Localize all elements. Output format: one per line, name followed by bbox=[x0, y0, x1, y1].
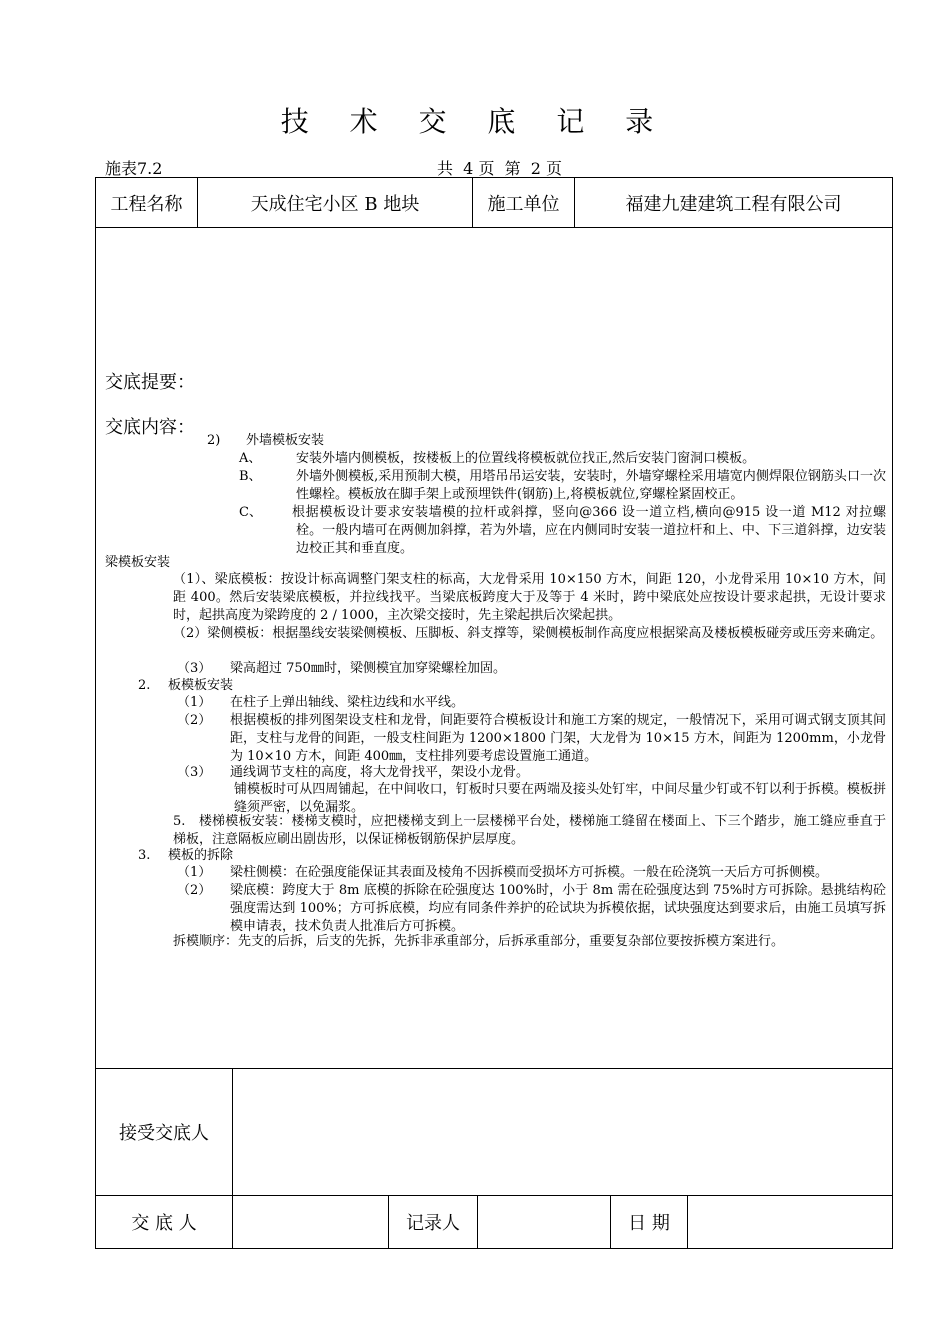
record-table bbox=[95, 177, 893, 1249]
receiver-label: 接受交底人 bbox=[119, 1123, 209, 1144]
beam-title: 梁模板安装 bbox=[105, 555, 171, 570]
content-label: 交底内容： bbox=[105, 417, 195, 438]
wall-b-text: 外墙外侧模板,采用预制大模，用塔吊吊运安装，安装时，外墙穿螺栓采用墙宽内侧焊限位钢筋头口一次性螺栓。模板放在脚手架上或预埋铁件(钢筋)上,将模板就位,穿螺栓紧固校正。 bbox=[296, 469, 886, 502]
recorder-signature-field[interactable] bbox=[478, 1196, 610, 1248]
removal-p2-text: 梁底模：跨度大于 8m 底模的拆除在砼强度达 100%时，小于 8m 需在砼强度达到 75%时方可拆除。悬挑结构砼强度需达到 100%；方可拆底模，均应有同条件养护的砼试块为拆模依据，试块强度达到要求后，由施工员填写拆模申请表，技术负责人批准后方可拆模。 bbox=[230, 883, 886, 934]
wall-title: 外墙模板安装 bbox=[246, 433, 325, 448]
document-title: 技 术 交 底 记 录 bbox=[280, 105, 670, 138]
beam-p3-text: 梁高超过 750㎜时，梁侧模宜加穿梁螺栓加固。 bbox=[230, 661, 506, 676]
summary-label: 交底提要： bbox=[105, 372, 195, 393]
construction-unit-value[interactable]: 福建九建建筑工程有限公司 bbox=[625, 193, 842, 215]
removal-p2-number: （2） bbox=[177, 883, 212, 898]
project-name-label: 工程名称 bbox=[110, 193, 183, 215]
wall-c-label: C、 bbox=[239, 505, 262, 520]
wall-a-label: A、 bbox=[239, 451, 262, 466]
date-label: 日 期 bbox=[628, 1213, 670, 1234]
slab-p1-text: 在柱子上弹出轴线、梁柱边线和水平线。 bbox=[230, 695, 465, 710]
slab-title: 板模板安装 bbox=[168, 678, 234, 693]
removal-p1-text: 梁柱侧模：在砼强度能保证其表面及棱角不因拆模而受损坏方可拆模。一般在砼浇筑一天后方可拆侧模。 bbox=[230, 865, 829, 880]
discloser-signature-field[interactable] bbox=[233, 1196, 388, 1248]
removal-p1-number: （1） bbox=[177, 865, 212, 880]
slab-number: 2. bbox=[138, 678, 151, 693]
removal-title: 模板的拆除 bbox=[168, 848, 234, 863]
slab-p1-number: （1） bbox=[177, 695, 212, 710]
stair-text: 5. 楼梯模板安装：楼梯支模时，应把楼梯支到上一层楼梯平台处，楼梯施工缝留在楼面上、下三个踏步，施工缝应垂直于梯板，注意隔板应刷出剧齿形，以保证梯板钢筋保护层厚度。 bbox=[173, 814, 886, 847]
construction-unit-label: 施工单位 bbox=[487, 193, 560, 215]
beam-paragraph-1: （1）、梁底模板：按设计标高调整门架支柱的标高，大龙骨采用 10×150 方木，间距 120，小龙骨采用 10×10 方木，间距 400。然后安装梁底模板，并拉线找平。当梁底板跨度大于及等于 4 米时，跨中梁底处应按设计要求起拱，无设计要求时，起拱高度为梁跨度的 2 / 1000，主次梁交接时，先主梁起拱后次梁起拱。 bbox=[173, 572, 886, 623]
wall-a-text: 安装外墙内侧模板，按楼板上的位置线将模板就位找正,然后安装门窗洞口模板。 bbox=[296, 451, 756, 466]
header-row bbox=[96, 178, 892, 228]
disclosure-body bbox=[96, 228, 892, 1068]
form-number: 施表7.2 bbox=[105, 159, 163, 178]
slab-p2-text: 根据模板的排列图架设支柱和龙骨，间距要符合模板设计和施工方案的规定，一般情况下，采用可调式钢支顶其间距，支柱与龙骨的间距，一般支柱间距为 1200×1800 门架，大龙骨为 10×15 方木，间距为 1200mm，小龙骨为 10×10 方木，间距 400㎜，支柱排列要考虑设置施工通道。 bbox=[230, 713, 886, 764]
wall-c-text: 根据模板设计要求安装墙模的拉杆或斜撑，竖向@366 设一道立档,横向@915 设一道 M12 对拉螺栓。一般内墙可在两侧加斜撑，若为外墙，应在内侧同时安装一道拉杆和上、中、下三道斜撑，边安装边校正其和垂直度。 bbox=[292, 505, 886, 556]
wall-number: 2) bbox=[207, 433, 221, 448]
beam-paragraph-2: （2）梁侧模板：根据墨线安装梁侧模板、压脚板、斜支撑等，梁侧模板制作高度应根据梁高及楼板模板碰旁或压旁来确定。 bbox=[173, 626, 884, 641]
discloser-label: 交 底 人 bbox=[131, 1213, 197, 1234]
slab-p3-text: 通线调节支柱的高度，将大龙骨找平，架设小龙骨。 bbox=[230, 765, 530, 780]
slab-p3-number: （3） bbox=[177, 765, 212, 780]
date-field[interactable] bbox=[688, 1196, 892, 1248]
beam-p3-number: （3） bbox=[177, 661, 212, 676]
slab-p2-number: （2） bbox=[177, 713, 212, 728]
page-info: 共 4 页 第 2 页 bbox=[437, 159, 563, 178]
wall-b-label: B、 bbox=[239, 469, 262, 484]
project-name-value[interactable]: 天成住宅小区 B 地块 bbox=[250, 193, 420, 215]
slab-p4-text: 铺模板时可从四周铺起，在中间收口，钉板时只要在两端及接头处钉牢，中间尽量少钉或不钉以利于拆模。模板拼缝须严密，以免漏浆。 bbox=[234, 782, 886, 815]
removal-order: 拆模顺序：先支的后拆，后支的先拆，先拆非承重部分，后拆承重部分，重要复杂部位要按拆模方案进行。 bbox=[173, 934, 785, 949]
recorder-label: 记录人 bbox=[406, 1213, 460, 1234]
removal-number: 3. bbox=[138, 848, 151, 863]
receiver-signature-field[interactable] bbox=[233, 1069, 892, 1195]
